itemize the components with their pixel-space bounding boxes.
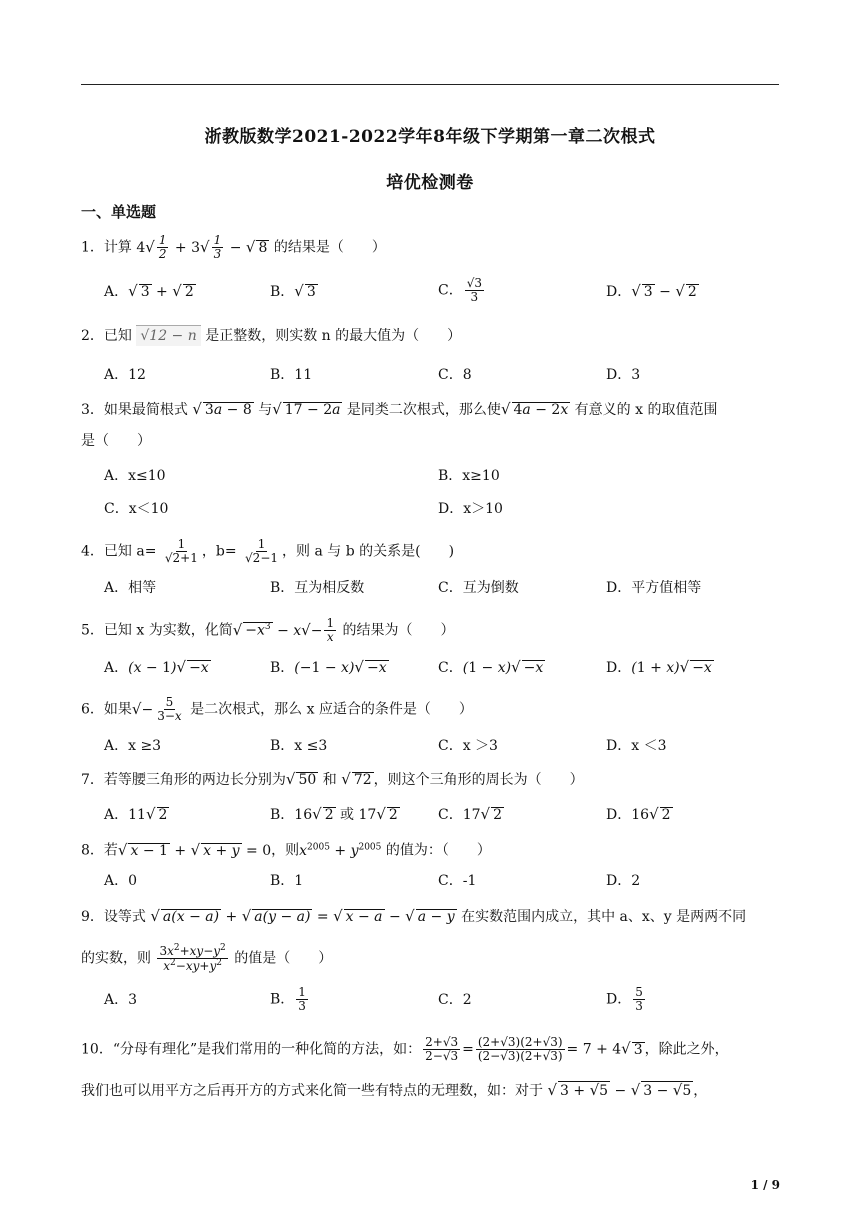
header-rule — [81, 84, 779, 85]
q9-option-c: C．2 — [438, 992, 472, 1008]
q1-option-d: D．√ 3 − √ 2 — [606, 282, 697, 300]
question-9-line-2: 的实数，则 $\frac{3x^2+xy-y^2}{x^2-xy+y^2}$ 的值是（ ） — [81, 943, 333, 974]
question-2: 2．已知 √12 − n 是正整数，则实数 n 的最大值为（ ） — [81, 325, 781, 346]
q8-option-a: A．0 — [104, 873, 138, 889]
q7-option-b: B．16√ 2 或 17√ 2 — [270, 805, 398, 823]
question-10: 10．“分母有理化”是我们常用的一种化简的方法，如： $\frac{2+√3}{2-√3}$ = $\frac{(2+√3)(2+√3)}{(2-√3)(2+√3)}$ = 7 + 4√ 3 ，除此之外， — [81, 1035, 729, 1064]
q4-option-a: A．相等 — [104, 580, 157, 596]
q5-option-c: C．(1 − x)√ −x — [438, 658, 544, 676]
q7-option-a: A．11√ 2 — [104, 805, 168, 823]
q6-option-b: B．x ≤3 — [270, 738, 328, 754]
document-subtitle: 培优检测卷 — [386, 173, 474, 193]
q5-option-a: A．(x − 1)√ −x — [104, 658, 209, 676]
q2-option-d: D．3 — [606, 367, 641, 383]
q6-option-d: D．x ＜3 — [606, 738, 667, 754]
q8-option-d: D．2 — [606, 873, 641, 889]
q1-option-b: B．√ 3 — [270, 282, 316, 300]
q8-option-b: B．1 — [270, 873, 304, 889]
q5-option-b: B．(−1 − x)√ −x — [270, 658, 387, 676]
q8-option-c: C．-1 — [438, 873, 477, 889]
question-3: 3．如果最简根式 √ 3a − 8 与√ 17 − 2a 是同类二次根式，那么使√ 4a − 2x 有意义的 x 的取值范围 — [81, 400, 718, 418]
question-10-line-2: 我们也可以用平方之后再开方的方式来化简一些有特点的无理数，如：对于 √ 3 + √5 − √ 3 − √5 ， — [81, 1081, 708, 1099]
q2-option-b: B．11 — [270, 367, 313, 383]
q4-option-b: B．互为相反数 — [270, 580, 365, 596]
q1-expression: 4√ $\frac{1}{2}$ + 3√ $\frac{1}{3}$ − √ 8 — [136, 233, 268, 262]
q4-option-d: D．平方值相等 — [606, 580, 702, 596]
q9-option-d: D． $\frac{5}{3}$ — [606, 985, 643, 1014]
question-5: 5．已知 x 为实数，化简√ $-x^3 - x√-$ $\frac{1}{x}$ 的结果为（ ） — [81, 616, 455, 645]
q1-option-a: A．√ 3 + √ 2 — [104, 282, 194, 300]
q2-expression-image: √12 − n — [136, 325, 200, 346]
q9-option-a: A．3 — [104, 992, 138, 1008]
document-title: 浙教版数学2021-2022学年8年级下学期第一章二次根式 — [204, 127, 656, 147]
q7-option-d: D．16√ 2 — [606, 805, 671, 823]
q9-option-b: B． $\frac{1}{3}$ — [270, 985, 306, 1014]
section-heading: 一、单选题 — [81, 203, 157, 221]
q6-option-a: A．x ≥3 — [104, 738, 162, 754]
question-3-line-2: 是（ ） — [81, 433, 151, 449]
page-number: 1 / 9 — [750, 1178, 780, 1192]
q7-option-c: C．17√ 2 — [438, 805, 503, 823]
q4-option-c: C．互为倒数 — [438, 580, 519, 596]
question-9: 9．设等式 √ a(x − a) + √ a(y − a) = √ x − a − √ a − y 在实数范围内成立，其中 a、x、y 是两两不同 — [81, 907, 747, 925]
q2-option-a: A．12 — [104, 367, 146, 383]
question-6: 6．如果√− $\frac{5}{3-x}$ 是二次根式，那么 x 应适合的条件是（ ） — [81, 695, 473, 724]
question-7: 7．若等腰三角形的两边长分别为√ 50 和 √ 72 ，则这个三角形的周长为（ ） — [81, 770, 584, 788]
q3-option-d: D．x＞10 — [438, 501, 503, 517]
question-4: 4．已知 a= $\frac{1}{√2+1}$ ，b= $\frac{1}{√2-1}$ ，则 a 与 b 的关系是( ) — [81, 537, 455, 566]
q3-option-c: C．x＜10 — [104, 501, 169, 517]
q6-option-c: C．x ＞3 — [438, 738, 498, 754]
q2-option-c: C．8 — [438, 367, 472, 383]
question-1: 1．计算 4√ $\frac{1}{2}$ + 3√ $\frac{1}{3}$ − √ 8 的结果是（ ） — [81, 233, 386, 262]
q3-option-a: A．x≤10 — [104, 468, 166, 484]
q1-option-c: C． $\frac{√3}{3}$ — [438, 276, 482, 305]
q5-option-d: D．(1 + x)√ −x — [606, 658, 712, 676]
question-8: 8．若√ x − 1 + √ x + y = 0，则$x^{2005} + y^{2005}$ 的值为：（ ） — [81, 840, 491, 859]
q3-option-b: B．x≥10 — [438, 468, 500, 484]
